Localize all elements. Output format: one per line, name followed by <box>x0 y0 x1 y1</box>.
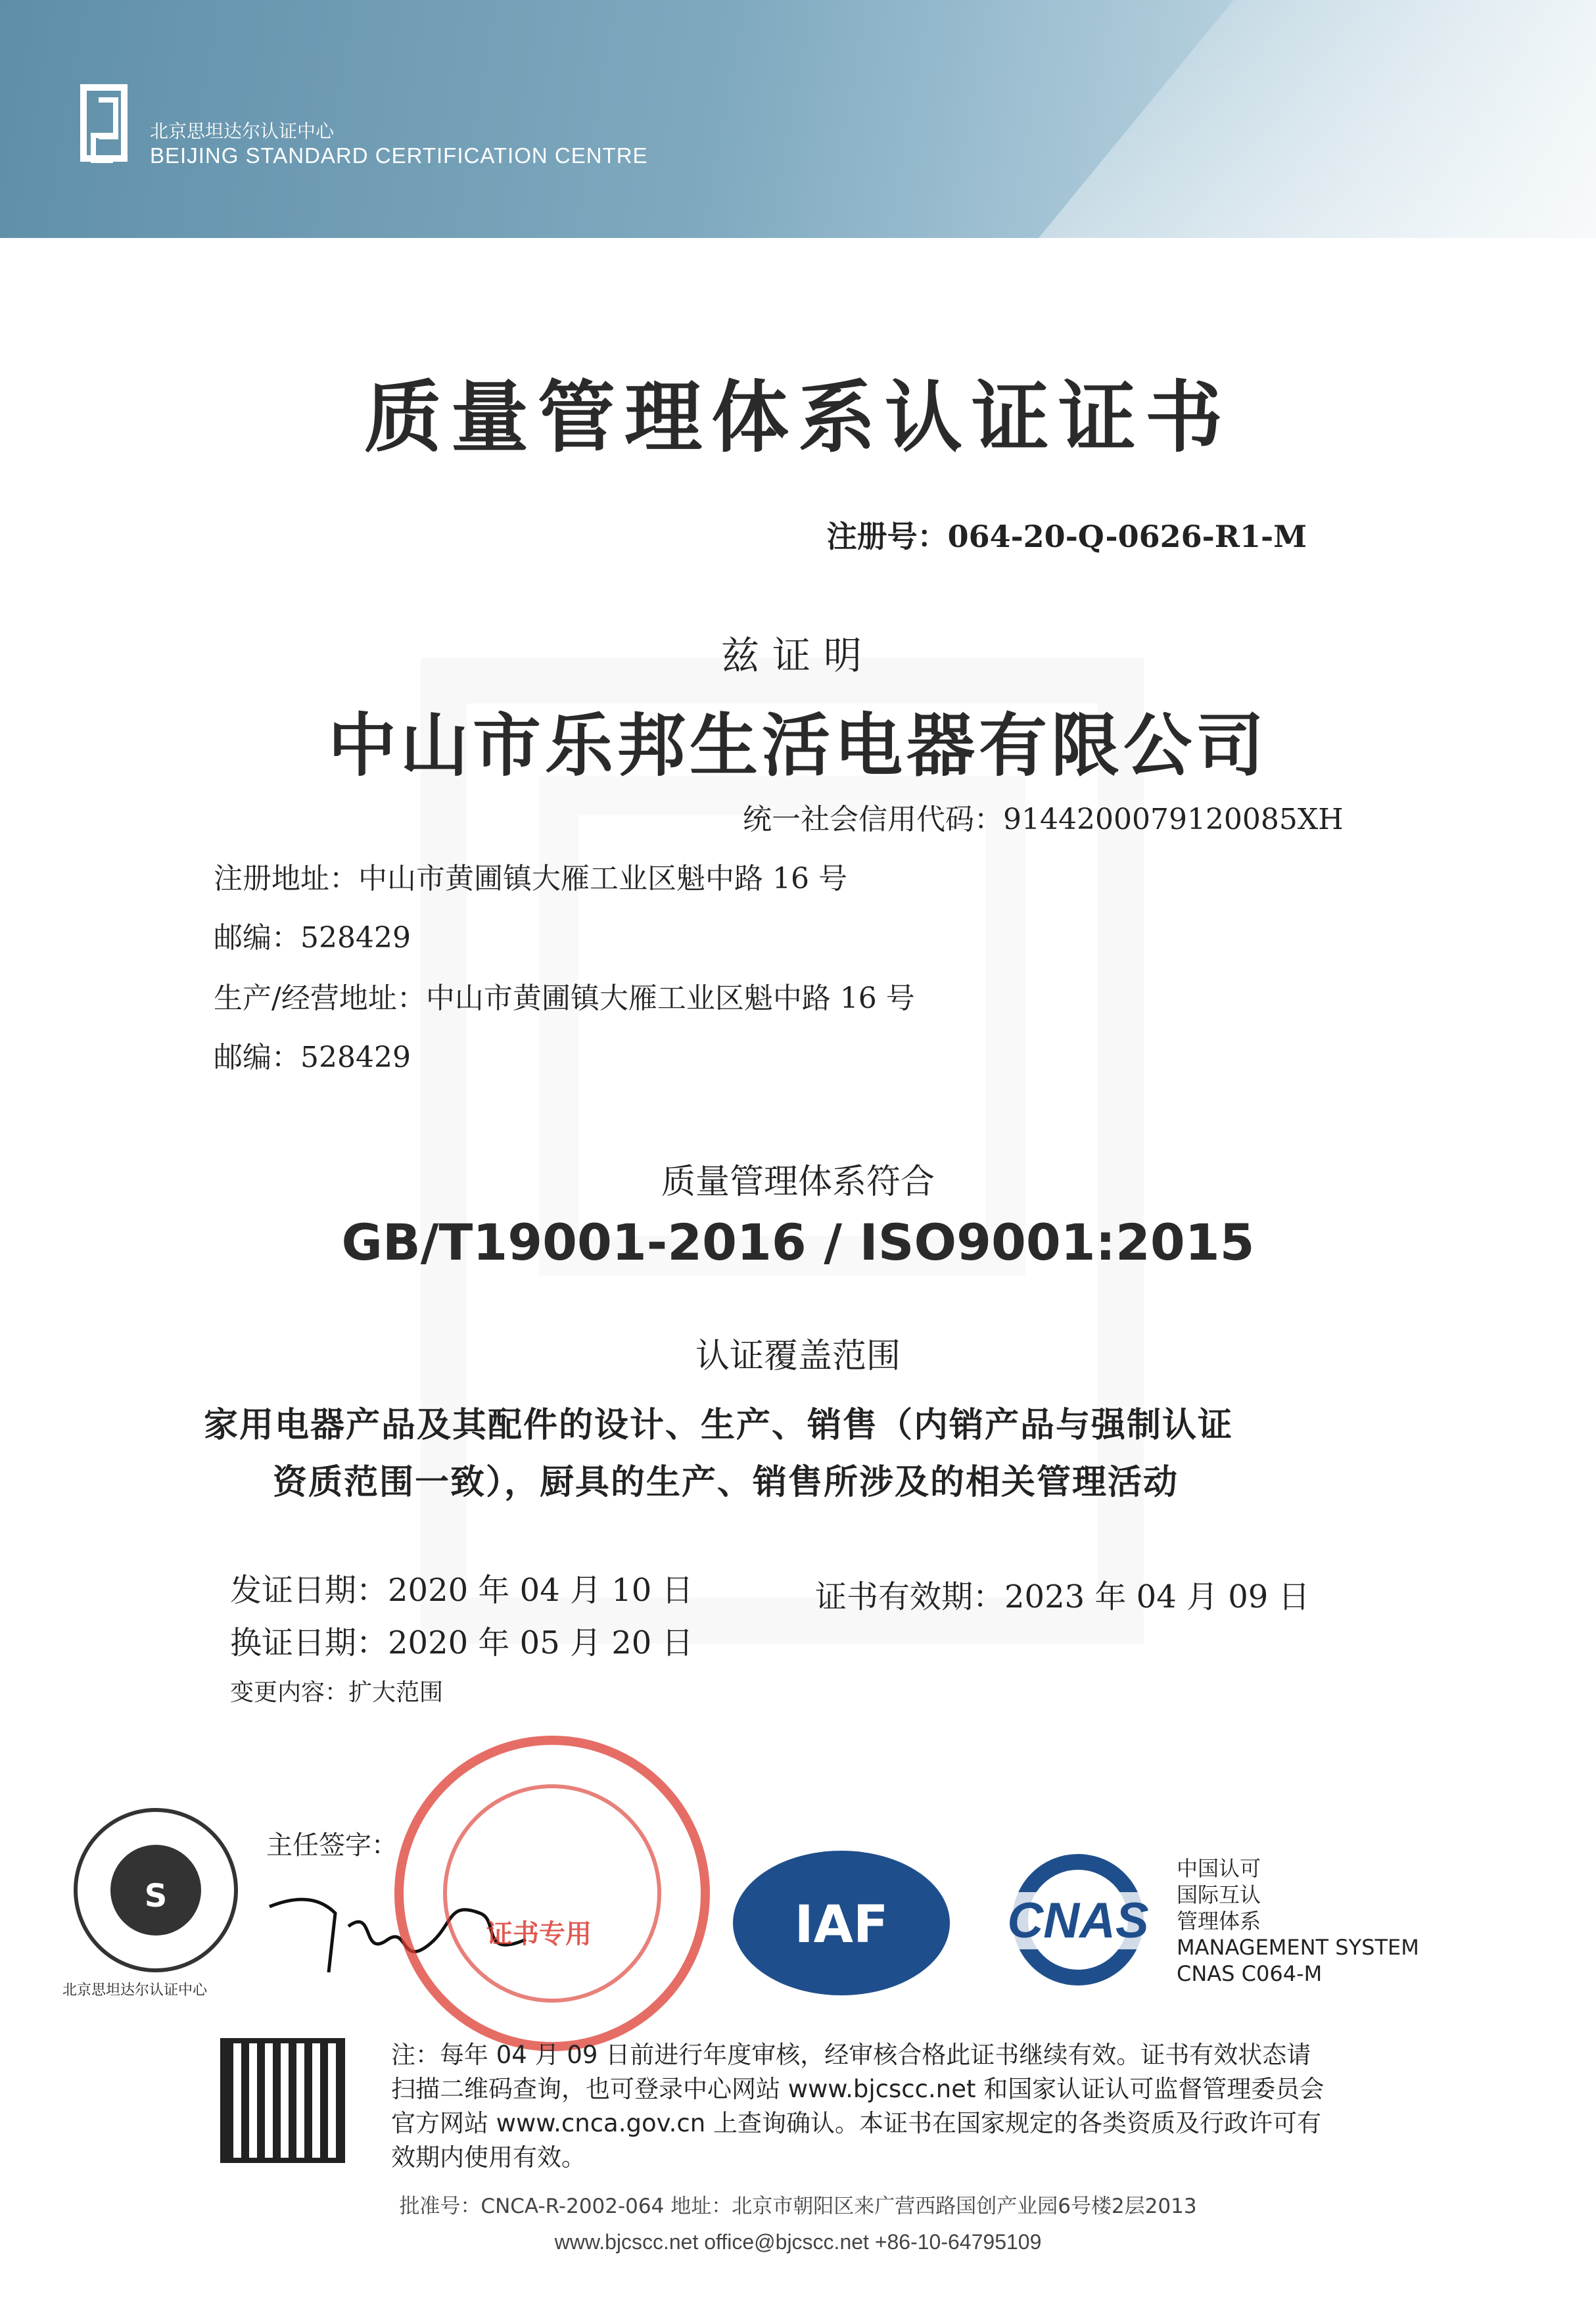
scope-text-line1: 家用电器产品及其配件的设计、生产、销售（内销产品与强制认证 <box>204 1405 1234 1445</box>
seal-text: 证书专用 <box>486 1918 592 1949</box>
cnas-line: 管理体系 <box>1177 1909 1261 1934</box>
cnas-accreditation-text <box>1177 1855 1419 1987</box>
cnas-logo-icon <box>993 1854 1163 1985</box>
qr-code-icon[interactable] <box>220 2038 345 2163</box>
certificate-title: 质量管理体系认证证书 <box>364 371 1232 463</box>
cnas-line: MANAGEMENT SYSTEM <box>1177 1935 1419 1960</box>
registration-number: 注册号：064-20-Q-0626-R1-M <box>826 519 1307 554</box>
footer-approval-address: 批准号：CNCA-R-2002-064 地址：北京市朝阳区来广营西路国创产业园6号楼2层2013 <box>399 2195 1197 2218</box>
cnas-line: CNAS C064-M <box>1177 1961 1323 1986</box>
signature-label: 主任签字： <box>266 1830 398 1861</box>
postcode-registered: 邮编：528429 <box>214 921 411 955</box>
cnas-line: 国际互认 <box>1177 1882 1261 1907</box>
scope-text-line2: 资质范围一致），厨具的生产、销售所涉及的相关管理活动 <box>273 1462 1179 1502</box>
badge-mark: S <box>144 1878 168 1914</box>
badge-label: 北京思坦达尔认证中心 <box>62 1982 208 1999</box>
iaf-label: IAF <box>794 1895 889 1955</box>
iaf-logo-icon <box>733 1851 950 1995</box>
credit-code: 统一社会信用代码：9144200079120085XH <box>743 803 1344 836</box>
conformity-statement: 质量管理体系符合 <box>661 1162 935 1202</box>
official-seal-icon <box>394 1736 710 2051</box>
renew-date: 换证日期：2020 年 05 月 20 日 <box>230 1625 693 1661</box>
valid-until: 证书有效期：2023 年 04 月 09 日 <box>815 1579 1310 1615</box>
cnas-line: 中国认可 <box>1177 1856 1261 1881</box>
company-name: 中山市乐邦生活电器有限公司 <box>327 705 1268 786</box>
footer-contacts: www.bjcscc.net office@bjcscc.net +86-10-64795109 <box>554 2230 1042 2254</box>
change-content: 变更内容：扩大范围 <box>230 1679 444 1706</box>
issue-date: 发证日期：2020 年 04 月 10 日 <box>230 1572 693 1609</box>
standard-codes: GB/T19001-2016 / ISO9001:2015 <box>341 1213 1255 1271</box>
scope-heading: 认证覆盖范围 <box>695 1337 901 1376</box>
org-logo-icon <box>80 84 128 162</box>
certify-heading: 兹证明 <box>720 633 875 678</box>
production-address: 生产/经营地址：中山市黄圃镇大雁工业区魁中路 16 号 <box>214 982 915 1015</box>
org-name-en: BEIJING STANDARD CERTIFICATION CENTRE <box>150 143 648 168</box>
certification-centre-badge-icon <box>74 1808 238 1972</box>
postcode-production: 邮编：528429 <box>214 1041 411 1074</box>
org-name-cn: 北京思坦达尔认证中心 <box>150 120 335 142</box>
validity-note: 注：每年 04 月 09 日前进行年度审核，经审核合格此证书继续有效。证书有效状态请扫描二维码查询，也可登录中心网站 www.bjcscc.net 和国家认证认可监督管理委员会官方网站 www.cnca.gov.cn 上查询确认。本证书在国家规定的各类资质及行政许可有效期内使用有效。 <box>391 2041 1325 2172</box>
cnas-label: CNAS <box>993 1892 1163 1949</box>
registered-address: 注册地址：中山市黄圃镇大雁工业区魁中路 16 号 <box>214 862 847 895</box>
